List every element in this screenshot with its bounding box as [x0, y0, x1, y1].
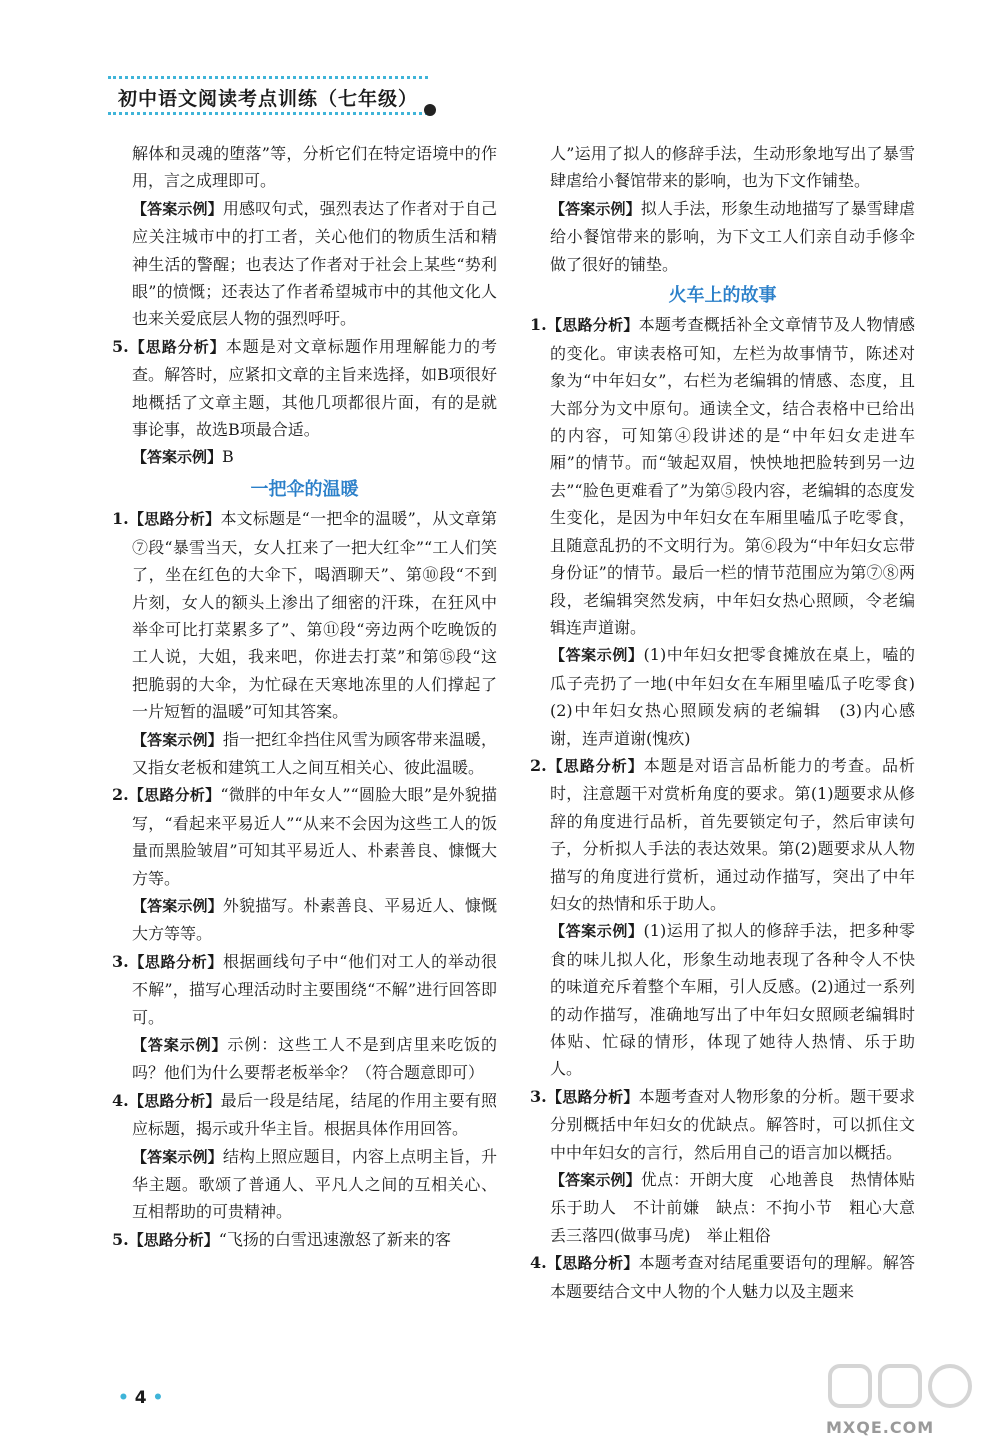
- answer-example: [530, 917, 915, 1082]
- analysis-tag: 【思路分析】: [128, 952, 223, 971]
- answer-tag: 【答案示例】: [132, 199, 223, 218]
- answer-text: 结构上照应题目，内容上点明主旨，升华主题。歌颂了普通人、平凡人之间的互相关心、互相帮助的可贵精神。: [132, 1146, 497, 1222]
- question-number: 5.: [112, 1229, 129, 1249]
- question-number: 2.: [530, 755, 547, 775]
- question-number: 2.: [112, 785, 129, 805]
- question-number: 3.: [530, 1086, 547, 1106]
- analysis-tag: 【思路分析】: [546, 1254, 639, 1273]
- paragraph: 解体和灵魂的堕落”等，分析它们在特定语境中的作用，言之成理即可。: [132, 144, 497, 191]
- answer-example: [112, 1031, 497, 1087]
- answer-tag: 【答案示例】: [550, 922, 644, 941]
- series-title: 初中语文阅读考点训练（七年级）: [118, 88, 419, 110]
- question-number: 5.: [112, 336, 129, 356]
- header-dot-icon: [424, 104, 436, 116]
- answer-text: 优点：开朗大度 心地善良 热情体贴 乐于助人 不计前嫌 缺点：不拘小节 粗心大意 丢三落四(做事马虎) 举止粗俗: [550, 1170, 932, 1245]
- answer-tag: 【答案示例】: [132, 1147, 223, 1166]
- analysis-text: 本题考查概括补全文章情节及人物情感的变化。审读表格可知，左栏为故事情节，陈述对象为“中年妇女”，右栏为老编辑的情感、态度，且大部分为文中原句。通读全文，结合表格中已给出的内容，可知第④段讲述的是“中年妇女走进车厢”的情节。而“皱起双眉，怏怏地把脸转到另一边去”“脸色更难看了”为第⑤段内容，老编辑的态度发生变化，是因为中年妇女在车厢里嗑瓜子吃零食，且随意乱扔的不文明行为。第⑥段为“中年妇女忘带身份证”的情节。最后一栏的情节范围应为第⑦⑧两段，老编辑突然发病，中年妇女热心照顾，令老编辑连声道谢。: [550, 315, 915, 637]
- question-5: [112, 333, 497, 444]
- section-title: 一把伞的温暖: [250, 478, 359, 500]
- question-5b: [112, 1226, 497, 1254]
- analysis-tag: 【思路分析】: [546, 1087, 639, 1106]
- question-number: 1.: [530, 315, 547, 335]
- header-dotted-rule-top: [108, 76, 428, 79]
- analysis-text: 本文标题是“一把伞的温暖”，从文章第⑦段“暴雪当天，女人扛来了一把大红伞”“工人们笑了，坐在红色的大伞下，喝酒聊天”、第⑩段“不到片刻，女人的额头上渗出了细密的汗珠，在狂风中举伞可比打菜累多了”、第⑪段“旁边两个吃晚饭的工人说，大姐，我来吧，你进去打菜”和第⑮段“这把脆弱的大伞，为忙碌在天寒地冻里的人们撑起了一片短暂的温暖”可知其答案。: [132, 509, 497, 722]
- analysis-tag: 【思路分析】: [128, 510, 221, 529]
- question-number: 4.: [112, 1090, 129, 1110]
- answer-tag: 【答案示例】: [550, 1171, 641, 1190]
- analysis-text: 本题是对语言品析能力的考查。品析时，注意题干对赏析角度的要求。第(1)题要求从修辞的角度进行品析，首先要锁定句子，然后审读句子，分析拟人手法的表达效果。第(2)题要求从人物描写的角度进行赏析，通过动作描写，突出了中年妇女的热情和乐于助人。: [550, 755, 915, 913]
- answer-example: [530, 641, 932, 752]
- answer-tag: 【答案示例】: [132, 448, 223, 467]
- question-number: 4.: [530, 1253, 547, 1273]
- analysis-text: 最后一段是结尾，结尾的作用主要有照应标题，揭示或升华主旨。根据具体作用回答。: [132, 1090, 497, 1139]
- header-dotted-rule-bottom: [108, 112, 428, 115]
- answer-tag: 【答案示例】: [132, 730, 223, 749]
- analysis-tag: 【思路分析】: [128, 1230, 219, 1249]
- question-4: [530, 1249, 915, 1305]
- analysis-text: 本题是对文章标题作用理解能力的考查。解答时，应紧扣文章的主旨来选择，如B项很好地概括了文章主题，其他几项都很片面，有的是就事论事，故选B项最合适。: [132, 336, 497, 440]
- section-title: 火车上的故事: [668, 285, 777, 307]
- watermark-text: MXQE.COM: [826, 1418, 935, 1437]
- question-number: 3.: [112, 951, 129, 971]
- answer-tag: 【答案示例】: [132, 896, 223, 915]
- analysis-text: 根据画线句子中“他们对工人的举动很不解”，描写心理活动时主要围绕“不解”进行回答即可。: [132, 951, 497, 1027]
- question-1: [112, 505, 497, 725]
- analysis-tag: 【思路分析】: [128, 1091, 221, 1110]
- answer-tag: 【答案示例】: [550, 199, 641, 218]
- analysis-tag: 【思路分析】: [128, 337, 226, 356]
- left-column: [112, 140, 497, 1254]
- question-3: [112, 948, 497, 1031]
- answer-example: [112, 726, 497, 782]
- analysis-tag: 【思路分析】: [546, 316, 639, 335]
- analysis-tag: 【思路分析】: [546, 756, 644, 775]
- right-column: [530, 140, 932, 1305]
- analysis-tag: 【思路分析】: [128, 786, 221, 805]
- answer-text: 指一把红伞挡住风雪为顾客带来温暖，又指女老板和建筑工人之间互相关心、彼此温暖。: [132, 729, 497, 777]
- answer-example: [530, 1166, 932, 1249]
- question-1: [530, 311, 915, 641]
- answer-tag: 【答案示例】: [132, 1036, 228, 1054]
- answer-text: (1)中年妇女把零食摊放在桌上，嗑的瓜子壳扔了一地(中年妇女在车厢里嗑瓜子吃零食) (2)中年妇女热心照顾发病的老编辑 (3)内心感谢，连声道谢(愧疚): [550, 645, 932, 748]
- answer-text: 外貌描写。朴素善良、平易近人、慷慨大方等等。: [132, 895, 497, 944]
- answer-text: B: [222, 447, 234, 467]
- running-header: [108, 70, 428, 116]
- analysis-text: “飞扬的白雪迅速激怒了新来的客: [218, 1229, 451, 1249]
- analysis-text: 本题考查对结尾重要语句的理解。解答本题要结合文中人物的个人魅力以及主题来: [550, 1253, 915, 1301]
- page-number: • 4 •: [118, 1388, 164, 1408]
- answer-text: (1)运用了拟人的修辞手法，把多种零食的味儿拟人化，形象生动地表现了各种令人不快的味道充斥着整个车厢，引人反感。(2)通过一系列的动作描写，准确地写出了中年妇女照顾老编辑时体贴、忙碌的情形，体现了她待人热情、乐于助人。: [550, 921, 915, 1079]
- question-2: [112, 781, 497, 892]
- answer-example: [112, 443, 497, 471]
- answer-example: [112, 195, 497, 333]
- answer-example: [112, 892, 497, 948]
- question-4: [112, 1087, 497, 1143]
- page-number-value: 4: [134, 1388, 147, 1408]
- answer-text: 用感叹句式，强烈表达了作者对于自己应关注城市中的打工者，关心他们的物质生活和精神生活的警醒；也表达了作者对于社会上某些“势利眼”的愤慨；还表达了作者希望城市中的其他文化人也来关爱底层人物的强烈呼吁。: [132, 198, 497, 329]
- watermark-logo-icon: [826, 1360, 976, 1420]
- question-number: 1.: [112, 509, 129, 529]
- answer-example: [112, 1143, 497, 1226]
- analysis-text: 本题考查对人物形象的分析。题干要求分别概括中年妇女的优缺点。解答时，可以抓住文中中年妇女的言行，然后用自己的语言加以概括。: [550, 1086, 915, 1162]
- paragraph: 人”运用了拟人的修辞手法，生动形象地写出了暴雪肆虐给小餐馆带来的影响，也为下文作铺垫。: [550, 144, 915, 191]
- question-3: [530, 1083, 915, 1166]
- answer-example: [530, 195, 915, 278]
- answer-text: 示例：这些工人不是到店里来吃饭的吗？他们为什么要帮老板举伞？（符合题意即可）: [132, 1035, 497, 1083]
- question-2: [530, 752, 915, 917]
- answer-text: 拟人手法，形象生动地描写了暴雪肆虐给小餐馆带来的影响，为下文工人们亲自动手修伞做了很好的铺垫。: [550, 198, 915, 274]
- analysis-text: “微胖的中年女人”“圆脸大眼”是外貌描写，“看起来平易近人”“从来不会因为这些工人的饭量而黑脸皱眉”可知其平易近人、朴素善良、慷慨大方等。: [132, 785, 497, 888]
- answer-tag: 【答案示例】: [550, 646, 644, 665]
